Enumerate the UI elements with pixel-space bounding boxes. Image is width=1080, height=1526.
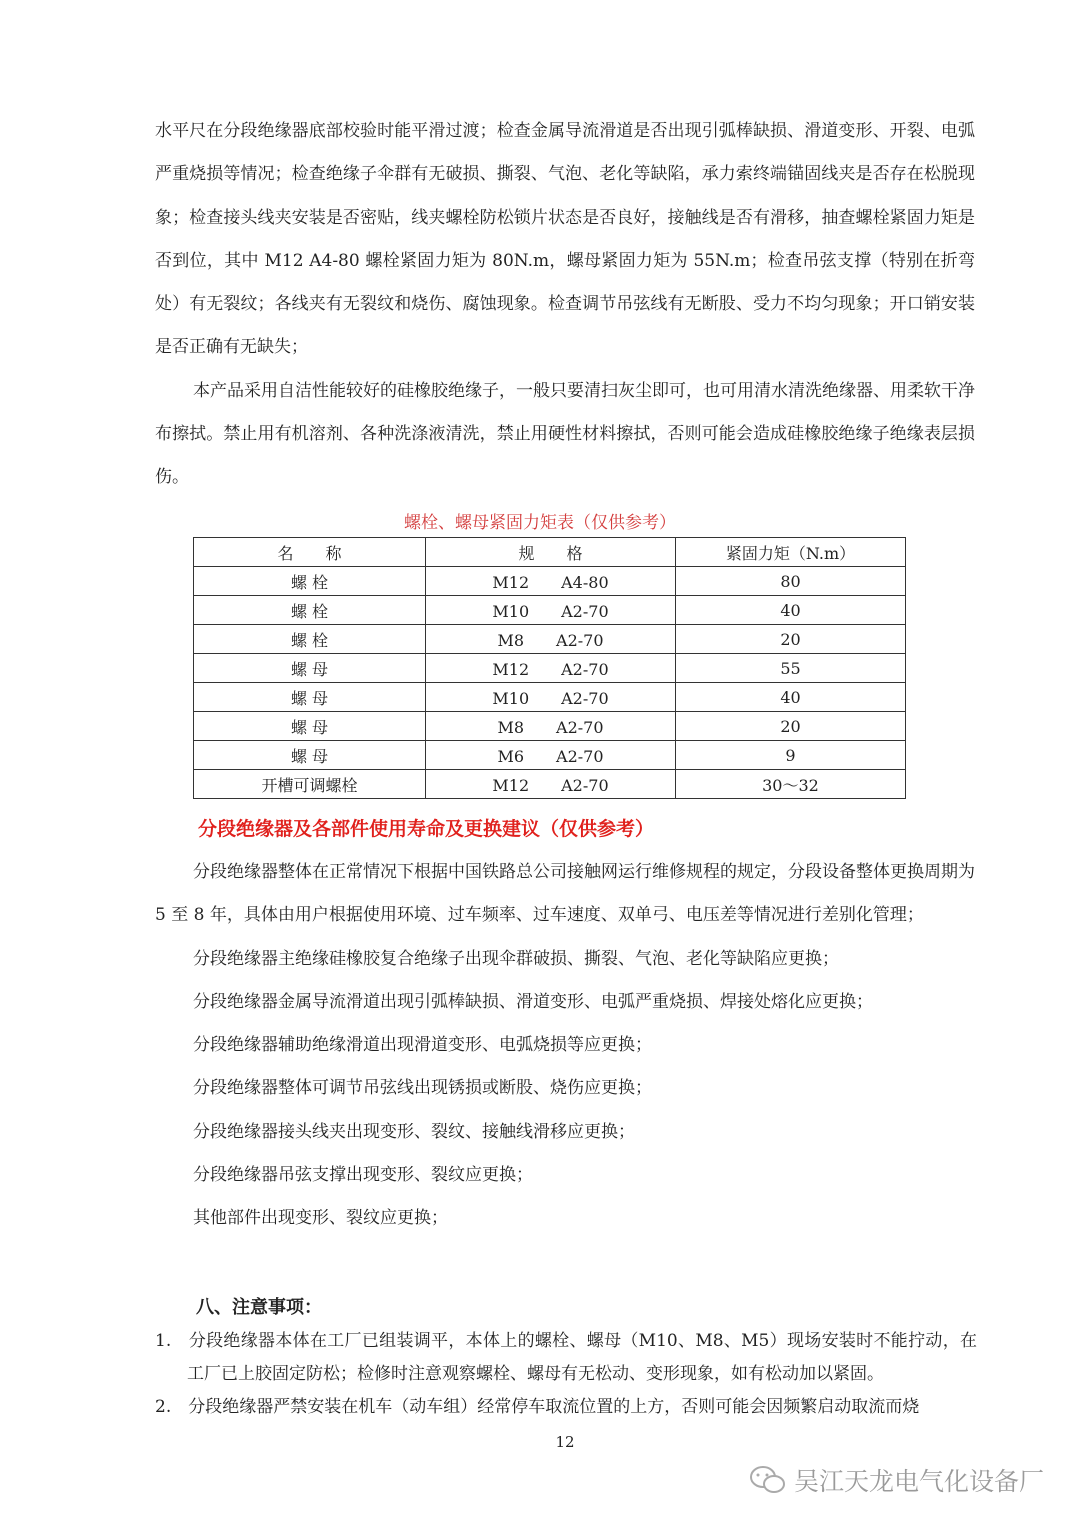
list-item: 分段绝缘器金属导流滑道出现引弧棒缺损、滑道变形、电弧严重烧损、焊接处熔化应更换； <box>193 991 873 1012</box>
table-cell: 螺 母 <box>194 683 426 712</box>
notes-heading: 八、注意事项： <box>196 1297 322 1318</box>
table-cell: 40 <box>676 596 906 625</box>
table-header-row <box>194 538 906 567</box>
table-cell: 螺 母 <box>194 741 426 770</box>
note-item: 2. 分段绝缘器严禁安装在机车（动车组）经常停车取流位置的上方，否则可能会因频繁启动取流而烧 <box>155 1397 920 1417</box>
watermark-text: 吴江天龙电气化设备厂 <box>793 1467 1044 1496</box>
table-row <box>194 712 906 741</box>
header-cell: 名 称 <box>194 538 426 567</box>
table-cell: 开槽可调螺栓 <box>194 770 426 799</box>
wechat-icon <box>748 1464 788 1496</box>
table-row <box>194 770 906 799</box>
list-item: 分段绝缘器主绝缘硅橡胶复合绝缘子出现伞群破损、撕裂、气泡、老化等缺陷应更换； <box>193 948 839 969</box>
lifespan-section <box>155 851 975 1241</box>
paragraph: 本产品采用自洁性能较好的硅橡胶绝缘子，一般只要清扫灰尘即可，也可用清水清洗绝缘器、用柔软干净布擦拭。禁止用有机溶剂、各种洗涤液清洗，禁止用硬性材料擦拭，否则可能会造成硅橡胶绝缘子绝缘表层损伤。 <box>155 380 975 488</box>
table-row <box>194 741 906 770</box>
table-cell: 螺 栓 <box>194 567 426 596</box>
table-row <box>194 596 906 625</box>
table-cell: M6 A2-70 <box>426 741 676 770</box>
table-cell: 40 <box>676 683 906 712</box>
table-cell: M10 A2-70 <box>426 596 676 625</box>
table-cell: 55 <box>676 654 906 683</box>
watermark <box>748 1462 1044 1498</box>
table-row <box>194 625 906 654</box>
header-cell: 紧固力矩（N.m） <box>676 538 906 567</box>
table-cell: 80 <box>676 567 906 596</box>
table-cell: M12 A4-80 <box>426 567 676 596</box>
table-row <box>194 567 906 596</box>
notes-list <box>155 1325 977 1424</box>
table-cell: M8 A2-70 <box>426 712 676 741</box>
table-cell: 螺 栓 <box>194 596 426 625</box>
list-item: 分段绝缘器整体可调节吊弦线出现锈损或断股、烧伤应更换； <box>193 1078 652 1099</box>
table-cell: M10 A2-70 <box>426 683 676 712</box>
intro-text <box>155 110 975 500</box>
table-cell: M8 A2-70 <box>426 625 676 654</box>
table-row <box>194 683 906 712</box>
page-number: 12 <box>555 1433 575 1451</box>
lifespan-heading: 分段绝缘器及各部件使用寿命及更换建议（仅供参考） <box>198 818 655 840</box>
table-cell: 螺 母 <box>194 712 426 741</box>
table-cell: 螺 栓 <box>194 625 426 654</box>
list-item: 分段绝缘器接头线夹出现变形、裂纹、接触线滑移应更换； <box>193 1121 635 1142</box>
paragraph: 水平尺在分段绝缘器底部校验时能平滑过渡；检查金属导流滑道是否出现引弧棒缺损、滑道变形、开裂、电弧严重烧损等情况；检查绝缘子伞群有无破损、撕裂、气泡、老化等缺陷，承力索终端锚固线夹是否存在松脱现象；检查接头线夹安装是否密贴，线夹螺栓防松锁片状态是否良好，接触线是否有滑移，抽查螺栓紧固力矩是否到位，其中 M12 A4-80 螺栓紧固力矩为 80N.m，螺母紧固力矩为 55N.m；检查吊弦支撑（特别在折弯处）有无裂纹；各线夹有无裂纹和烧伤、腐蚀现象。检查调节吊弦线有无断股、受力不均匀现象；开口销安装是否正确有无缺失； <box>155 121 975 358</box>
table-cell: 20 <box>676 625 906 654</box>
note-item: 1. 分段绝缘器本体在工厂已组装调平，本体上的螺栓、螺母（M10、M8、M5）现场安装时不能拧动，在工厂已上胶固定防松；检修时注意观察螺栓、螺母有无松动、变形现象，如有松动加以紧固。 <box>155 1331 977 1384</box>
table-cell: 螺 母 <box>194 654 426 683</box>
table-cell: 30～32 <box>676 770 906 799</box>
table-caption: 螺栓、螺母紧固力矩表（仅供参考） <box>404 513 676 533</box>
table-cell: M12 A2-70 <box>426 770 676 799</box>
torque-table <box>193 537 906 799</box>
table-cell: M12 A2-70 <box>426 654 676 683</box>
table-cell: 9 <box>676 741 906 770</box>
paragraph: 分段绝缘器整体在正常情况下根据中国铁路总公司接触网运行维修规程的规定，分段设备整体更换周期为 5 至 8 年，具体由用户根据使用环境、过车频率、过车速度、双单弓、电压差等情况进行差别化管理； <box>155 862 975 926</box>
table-cell: 20 <box>676 712 906 741</box>
header-cell: 规 格 <box>426 538 676 567</box>
list-item: 分段绝缘器吊弦支撑出现变形、裂纹应更换； <box>193 1165 533 1186</box>
list-item: 分段绝缘器辅助绝缘滑道出现滑道变形、电弧烧损等应更换； <box>193 1035 652 1056</box>
table-row <box>194 654 906 683</box>
list-item: 其他部件出现变形、裂纹应更换； <box>193 1208 448 1229</box>
